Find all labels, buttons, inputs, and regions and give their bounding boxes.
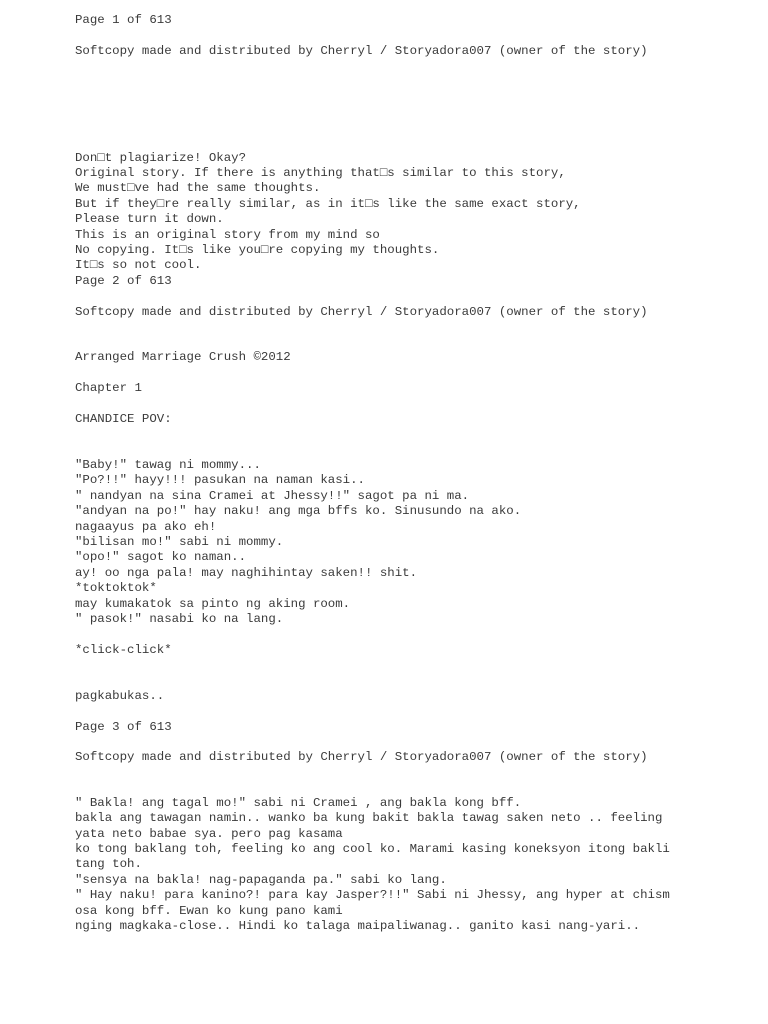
story-line: ko tong baklang toh, feeling ko ang cool ko. Marami kasing koneksyon itong bakli bbox=[75, 842, 670, 856]
disclaimer-line: Original story. If there is anything that□s similar to this story, bbox=[75, 166, 566, 180]
page-number-header: Page 1 of 613 bbox=[75, 13, 172, 27]
disclaimer-line: No copying. It□s like you□re copying my thoughts. bbox=[75, 243, 440, 257]
story-line: nging magkaka-close.. Hindi ko talaga maipaliwanag.. ganito kasi nang-yari.. bbox=[75, 919, 641, 933]
story-line: "sensya na bakla! nag-papaganda pa." sabi ko lang. bbox=[75, 873, 447, 887]
chapter-heading: Chapter 1 bbox=[75, 381, 142, 395]
story-line: osa kong bff. Ewan ko kung pano kami bbox=[75, 904, 343, 918]
story-line: " pasok!" nasabi ko na lang. bbox=[75, 612, 284, 626]
story-line: may kumakatok sa pinto ng aking room. bbox=[75, 597, 351, 611]
disclaimer-line: But if they□re really similar, as in it□s like the same exact story, bbox=[75, 197, 581, 211]
story-line: yata neto babae sya. pero pag kasama bbox=[75, 827, 343, 841]
story-line: pagkabukas.. bbox=[75, 689, 165, 703]
story-line: bakla ang tawagan namin.. wanko ba kung bakit bakla tawag saken neto .. feeling bbox=[75, 811, 663, 825]
story-line: " nandyan na sina Cramei at Jhessy!!" sagot pa ni ma. bbox=[75, 489, 470, 503]
story-line: "bilisan mo!" sabi ni mommy. bbox=[75, 535, 284, 549]
story-line: "Baby!" tawag ni mommy... bbox=[75, 458, 261, 472]
story-line: "Po?!!" hayy!!! pasukan na naman kasi.. bbox=[75, 473, 365, 487]
story-line: *toktoktok* bbox=[75, 581, 157, 595]
disclaimer-line: It□s so not cool. bbox=[75, 258, 202, 272]
pov-heading: CHANDICE POV: bbox=[75, 412, 172, 426]
credit-line: Softcopy made and distributed by Cherryl / Storyadora007 (owner of the story) bbox=[75, 44, 648, 58]
story-line: tang toh. bbox=[75, 857, 142, 871]
page-number-header: Page 3 of 613 bbox=[75, 720, 172, 734]
sound-effect-line: *click-click* bbox=[75, 643, 172, 657]
story-line: "andyan na po!" hay naku! ang mga bffs ko. Sinusundo na ako. bbox=[75, 504, 522, 518]
disclaimer-line: This is an original story from my mind so bbox=[75, 228, 380, 242]
credit-line: Softcopy made and distributed by Cherryl / Storyadora007 (owner of the story) bbox=[75, 750, 648, 764]
story-line: " Hay naku! para kanino?! para kay Jasper?!!" Sabi ni Jhessy, ang hyper at chism bbox=[75, 888, 670, 902]
credit-line: Softcopy made and distributed by Cherryl / Storyadora007 (owner of the story) bbox=[75, 305, 648, 319]
disclaimer-line: We must□ve had the same thoughts. bbox=[75, 181, 321, 195]
disclaimer-line: Please turn it down. bbox=[75, 212, 224, 226]
book-title: Arranged Marriage Crush ©2012 bbox=[75, 350, 291, 364]
story-line: " Bakla! ang tagal mo!" sabi ni Cramei , ang bakla kong bff. bbox=[75, 796, 522, 810]
story-line: ay! oo nga pala! may naghihintay saken!! shit. bbox=[75, 566, 418, 580]
story-line: "opo!" sagot ko naman.. bbox=[75, 550, 247, 564]
disclaimer-line: Don□t plagiarize! Okay? bbox=[75, 151, 247, 165]
story-line: nagaayus pa ako eh! bbox=[75, 520, 217, 534]
page-number-header: Page 2 of 613 bbox=[75, 274, 172, 288]
